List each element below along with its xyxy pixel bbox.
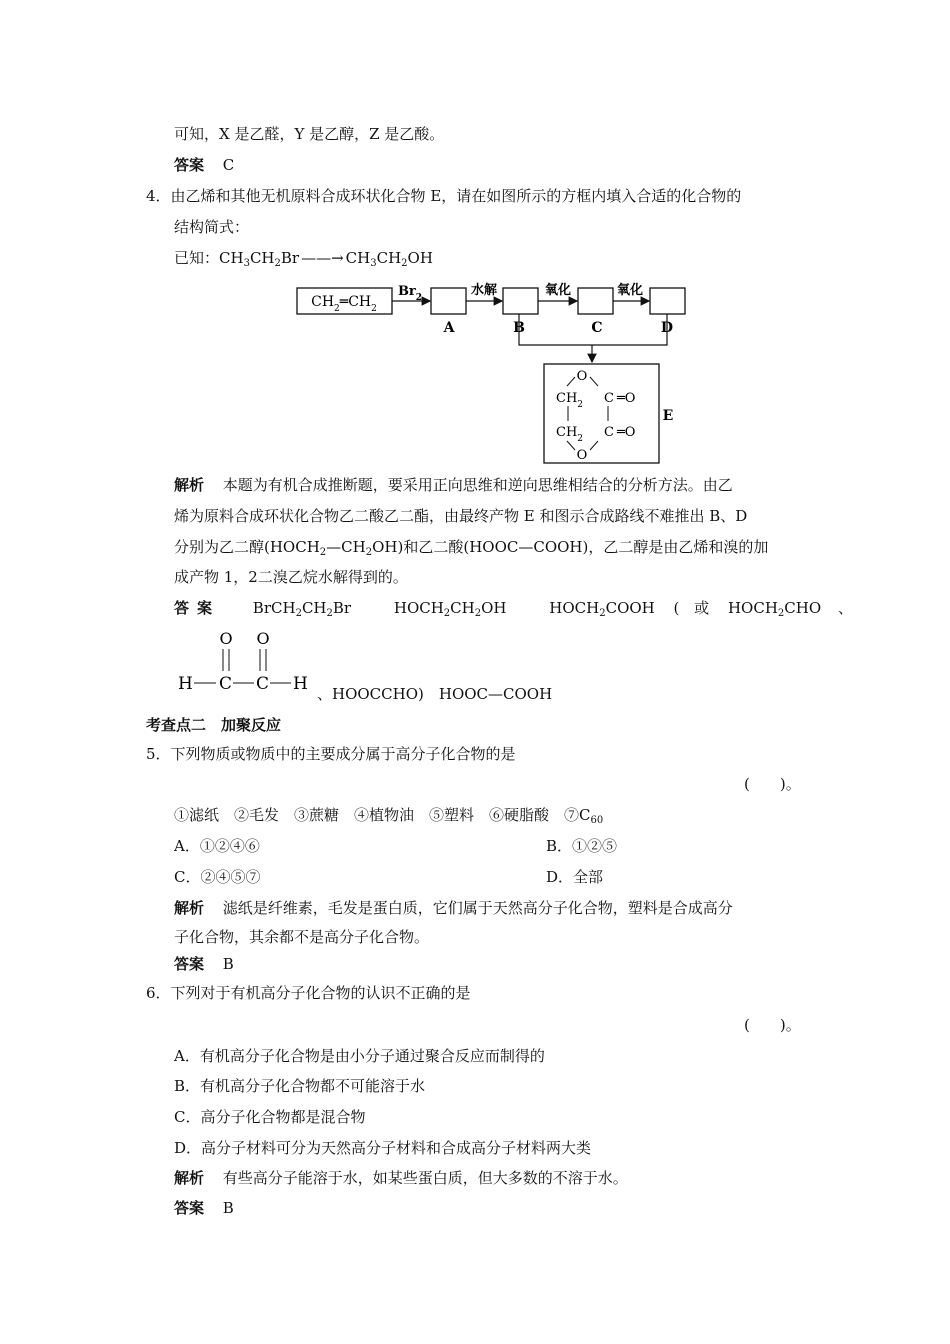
- q4-analysis-line4: 成产物 1，2二溴乙烷水解得到的。: [174, 568, 408, 586]
- q5-analysis-line2: 子化合物，其余都不是高分子化合物。: [174, 928, 430, 946]
- step-oxidation-2: 氧化: [616, 283, 644, 298]
- q5-blank: ( )。: [744, 775, 801, 793]
- glyoxal-structure: [170, 626, 320, 696]
- q6-answer: B: [222, 1199, 234, 1217]
- q6-option-a[interactable]: A．有机高分子化合物是由小分子通过聚合反应而制得的: [174, 1047, 545, 1065]
- q3-answer: C: [222, 156, 235, 174]
- glyoxal-c-2: C: [256, 674, 270, 694]
- answer-paren: (: [673, 599, 680, 617]
- glyoxal-o-2: O: [256, 629, 270, 648]
- q6-option-d[interactable]: D．高分子材料可分为天然高分子材料和合成高分子材料两大类: [174, 1139, 592, 1157]
- intro-line: 可知，X 是乙醛，Y 是乙醇，Z 是乙酸。: [174, 125, 445, 143]
- q4-answer-tail: 、HOOCCHO) HOOC—COOH: [317, 685, 553, 703]
- answer-box-a[interactable]: [431, 288, 466, 314]
- q6-number: 6．: [146, 984, 171, 1002]
- q5-option-c[interactable]: C．②④⑤⑦: [174, 868, 261, 886]
- known-left: $CH_3CH_2Br$: [219, 249, 300, 269]
- ring-o-bottom: O: [576, 448, 588, 463]
- q6-stem-text: 下列对于有机高分子化合物的认识不正确的是: [170, 984, 471, 1002]
- analysis-label: 解析: [174, 476, 205, 494]
- q5-option-b[interactable]: B．①②⑤: [546, 837, 618, 855]
- start-compound: $CH_2═CH_2$: [311, 294, 377, 314]
- answer-3: $HOCH_2COOH$: [549, 599, 655, 619]
- q5-c60: $C_{60}$: [579, 806, 604, 826]
- ring-c-lower: C ═O: [604, 425, 636, 440]
- answer-label: 答案: [174, 156, 205, 174]
- answer-1: $BrCH_2CH_2Br$: [252, 599, 352, 619]
- ring-c-upper: C ═O: [604, 391, 636, 406]
- analysis-label: 解析: [174, 1169, 205, 1187]
- q5-answer-row: [174, 954, 234, 974]
- synthesis-diagram: [0, 0, 950, 480]
- q5-analysis-text: 滤纸是纤维素，毛发是蛋白质，它们属于天然高分子化合物，塑料是合成高分: [222, 899, 733, 917]
- reagent-br2: $Br_2$: [397, 284, 423, 303]
- q6-option-c[interactable]: C．高分子化合物都是混合物: [174, 1108, 366, 1126]
- q6-analysis: [174, 1168, 628, 1188]
- q4-analysis-text: 本题为有机合成推断题，要采用正向思维和逆向思维相结合的分析方法。由乙: [222, 476, 733, 494]
- known-arrow: ——→: [301, 249, 344, 267]
- glyoxal-h-left: H: [178, 674, 193, 694]
- q4-analysis-line3: 分别为乙二醇$(HOCH_2—CH_2OH)$和乙二酸(HOOC—COOH)，乙二醇是由乙烯和溴的加: [174, 538, 769, 558]
- q5-items: [174, 805, 603, 825]
- answer-label: 答案: [174, 599, 221, 617]
- q4-stem-text: 由乙烯和其他无机原料合成环状化合物 E，请在如图所示的方框内填入合适的化合物的: [170, 187, 742, 205]
- answer-box-b[interactable]: [503, 288, 538, 314]
- bond-bottom-left: [567, 441, 575, 450]
- q6-blank: ( )。: [744, 1016, 801, 1034]
- q6-answer-row: [174, 1198, 234, 1218]
- q4-stem-line2: 结构简式：: [174, 218, 250, 236]
- known-prefix: 已知：: [174, 249, 220, 267]
- glyoxal-o-1: O: [219, 629, 233, 648]
- q5-option-a[interactable]: A．①②④⑥: [174, 837, 260, 855]
- known-right: $CH_3CH_2OH$: [345, 249, 433, 269]
- q6-stem: [146, 983, 471, 1003]
- glyoxal-h-right: H: [293, 674, 308, 694]
- q4-number: 4．: [146, 187, 171, 205]
- bond-top-right: [590, 377, 598, 386]
- ring-ch2-upper: $CH_2$: [556, 391, 584, 410]
- q4-analysis-line1: [174, 475, 733, 495]
- section2-title: 考查点二 加聚反应: [146, 716, 282, 734]
- glyoxal-c-1: C: [219, 674, 233, 694]
- answer-box-d[interactable]: [650, 288, 685, 314]
- label-a: A: [443, 320, 455, 336]
- bond-bottom-right: [590, 441, 598, 450]
- analysis-label: 解析: [174, 899, 205, 917]
- q4-analysis-line2: 烯为原料合成环状化合物乙二酸乙二酯，由最终产物 E 和图示合成路线不难推出 B、D: [174, 507, 748, 525]
- answer-4: $HOCH_2CHO$: [727, 599, 822, 619]
- answer-or: 或: [694, 599, 710, 617]
- q6-analysis-text: 有些高分子能溶于水，如某些蛋白质，但大多数的不溶于水。: [222, 1169, 628, 1187]
- q5-analysis-line1: [174, 898, 733, 918]
- answer-box-c[interactable]: [578, 288, 613, 314]
- product-e-box: [544, 364, 659, 463]
- ring-o-top: O: [576, 369, 588, 384]
- step-oxidation-1: 氧化: [544, 283, 572, 298]
- label-c: C: [591, 320, 603, 336]
- answer-label: 答案: [174, 955, 205, 973]
- q5-number: 5．: [146, 745, 171, 763]
- q4-answer-row: [174, 598, 853, 618]
- label-b: B: [513, 320, 525, 336]
- answer-label: 答案: [174, 1199, 205, 1217]
- q5-option-d[interactable]: D．全部: [546, 868, 604, 886]
- q5-stem-text: 下列物质或物质中的主要成分属于高分子化合物的是: [170, 745, 516, 763]
- answer-2: $HOCH_2CH_2OH$: [393, 599, 507, 619]
- answer-sep: 、: [837, 599, 853, 617]
- q6-option-b[interactable]: B．有机高分子化合物都不可能溶于水: [174, 1077, 426, 1095]
- label-d: D: [660, 320, 674, 336]
- bond-top-left: [567, 377, 575, 386]
- ring-ch2-lower: $CH_2$: [556, 425, 584, 444]
- step-hydrolysis: 水解: [470, 283, 498, 298]
- q5-answer: B: [222, 955, 234, 973]
- label-e: E: [662, 408, 674, 424]
- q5-stem: [146, 744, 516, 764]
- q5-items-text: ①滤纸 ②毛发 ③蔗糖 ④植物油 ⑤塑料 ⑥硬脂酸 ⑦: [174, 806, 580, 824]
